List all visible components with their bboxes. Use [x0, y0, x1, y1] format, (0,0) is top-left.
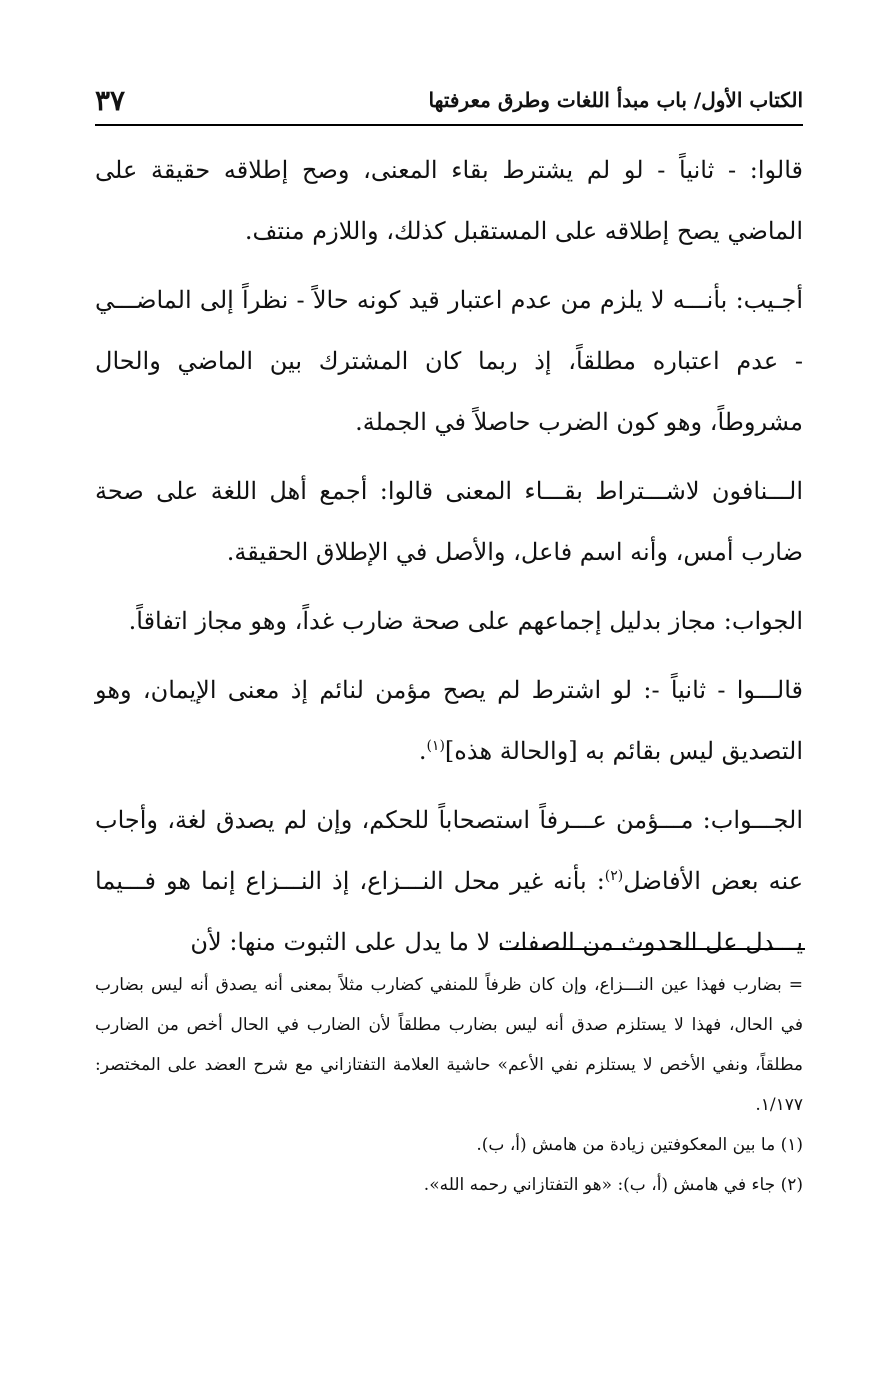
- paragraph-3: الـــنافون لاشـــتراط بقـــاء المعنى قالوا: أجمع أهل اللغة على صحة ضارب أمس، وأنه اسم فاعل، والأصل في الإطلاق الحقيقة.: [95, 477, 803, 566]
- paragraph-6: [95, 790, 803, 973]
- paragraph-6-text-b: : بأنه غير محل النـــزاع، إذ النـــزاع إنما هو فـــيما يـــدل عل الحدوث من الصفات لا ما يدل على الثبوت منها: لأن: [95, 867, 803, 956]
- paragraph-5: [95, 660, 803, 782]
- footnote-ref-1: (١): [426, 738, 445, 754]
- main-text: [95, 140, 803, 981]
- footnotes: [95, 965, 803, 1205]
- page-number: ٣٧: [95, 84, 126, 117]
- footnote-divider: [500, 948, 805, 950]
- paragraph-2: أجـيب: بأنـــه لا يلزم من عدم اعتبار قيد كونه حالاً - نظراً إلى الماضـــي - عدم اعتباره مطلقاً، إذ ربما كان المشترك بين الماضي والحال مشروطاً، وهو كون الضرب حاصلاً في الجملة.: [95, 286, 803, 436]
- paragraph-5-text: قالـــوا - ثانياً -: لو اشترط لم يصح مؤمن لنائم إذ معنى الإيمان، وهو التصديق ليس بقائم به [والحالة هذه]: [95, 676, 803, 765]
- page-header: [95, 84, 803, 126]
- paragraph-6-text-a: الجـــواب: مـــؤمن عـــرفاً استصحاباً للحكم، وإن لم يصدق لغة، وأجاب عنه بعض الأفاضل: [95, 806, 804, 895]
- footnote-ref-2: (٢): [604, 868, 624, 884]
- footnote-1: (١) ما بين المعكوفتين زيادة من هامش (أ، ب).: [476, 1135, 803, 1155]
- footnote-continued: = بضارب فهذا عين النـــزاع، وإن كان ظرفاً للمنفي كضارب مثلاً بمعنى أنه يصدق أنه ليس بضارب في الحال، فهذا لا يستلزم صدق أنه ليس بضارب مطلقاً لأن الضارب في الحال أخص من الضارب مطلقاً، ونفي الأخص لا يستلزم نفي الأعم» حاشية العلامة التفتازاني مع شرح العضد على المختصر: ١/١٧٧.: [95, 975, 803, 1115]
- paragraph-1: قالوا: - ثانياً - لو لم يشترط بقاء المعنى، وصح إطلاقه حقيقة على الماضي يصح إطلاقه على المستقبل كذلك، واللازم منتف.: [95, 156, 803, 245]
- running-head: الكتاب الأول/ باب مبدأ اللغات وطرق معرفتها: [428, 88, 803, 112]
- paragraph-4: الجواب: مجاز بدليل إجماعهم على صحة ضارب غداً، وهو مجاز اتفاقاً.: [128, 607, 803, 635]
- footnote-2: (٢) جاء في هامش (أ، ب): «هو التفتازاني رحمه الله».: [423, 1175, 803, 1195]
- paragraph-5-end: .: [418, 737, 427, 765]
